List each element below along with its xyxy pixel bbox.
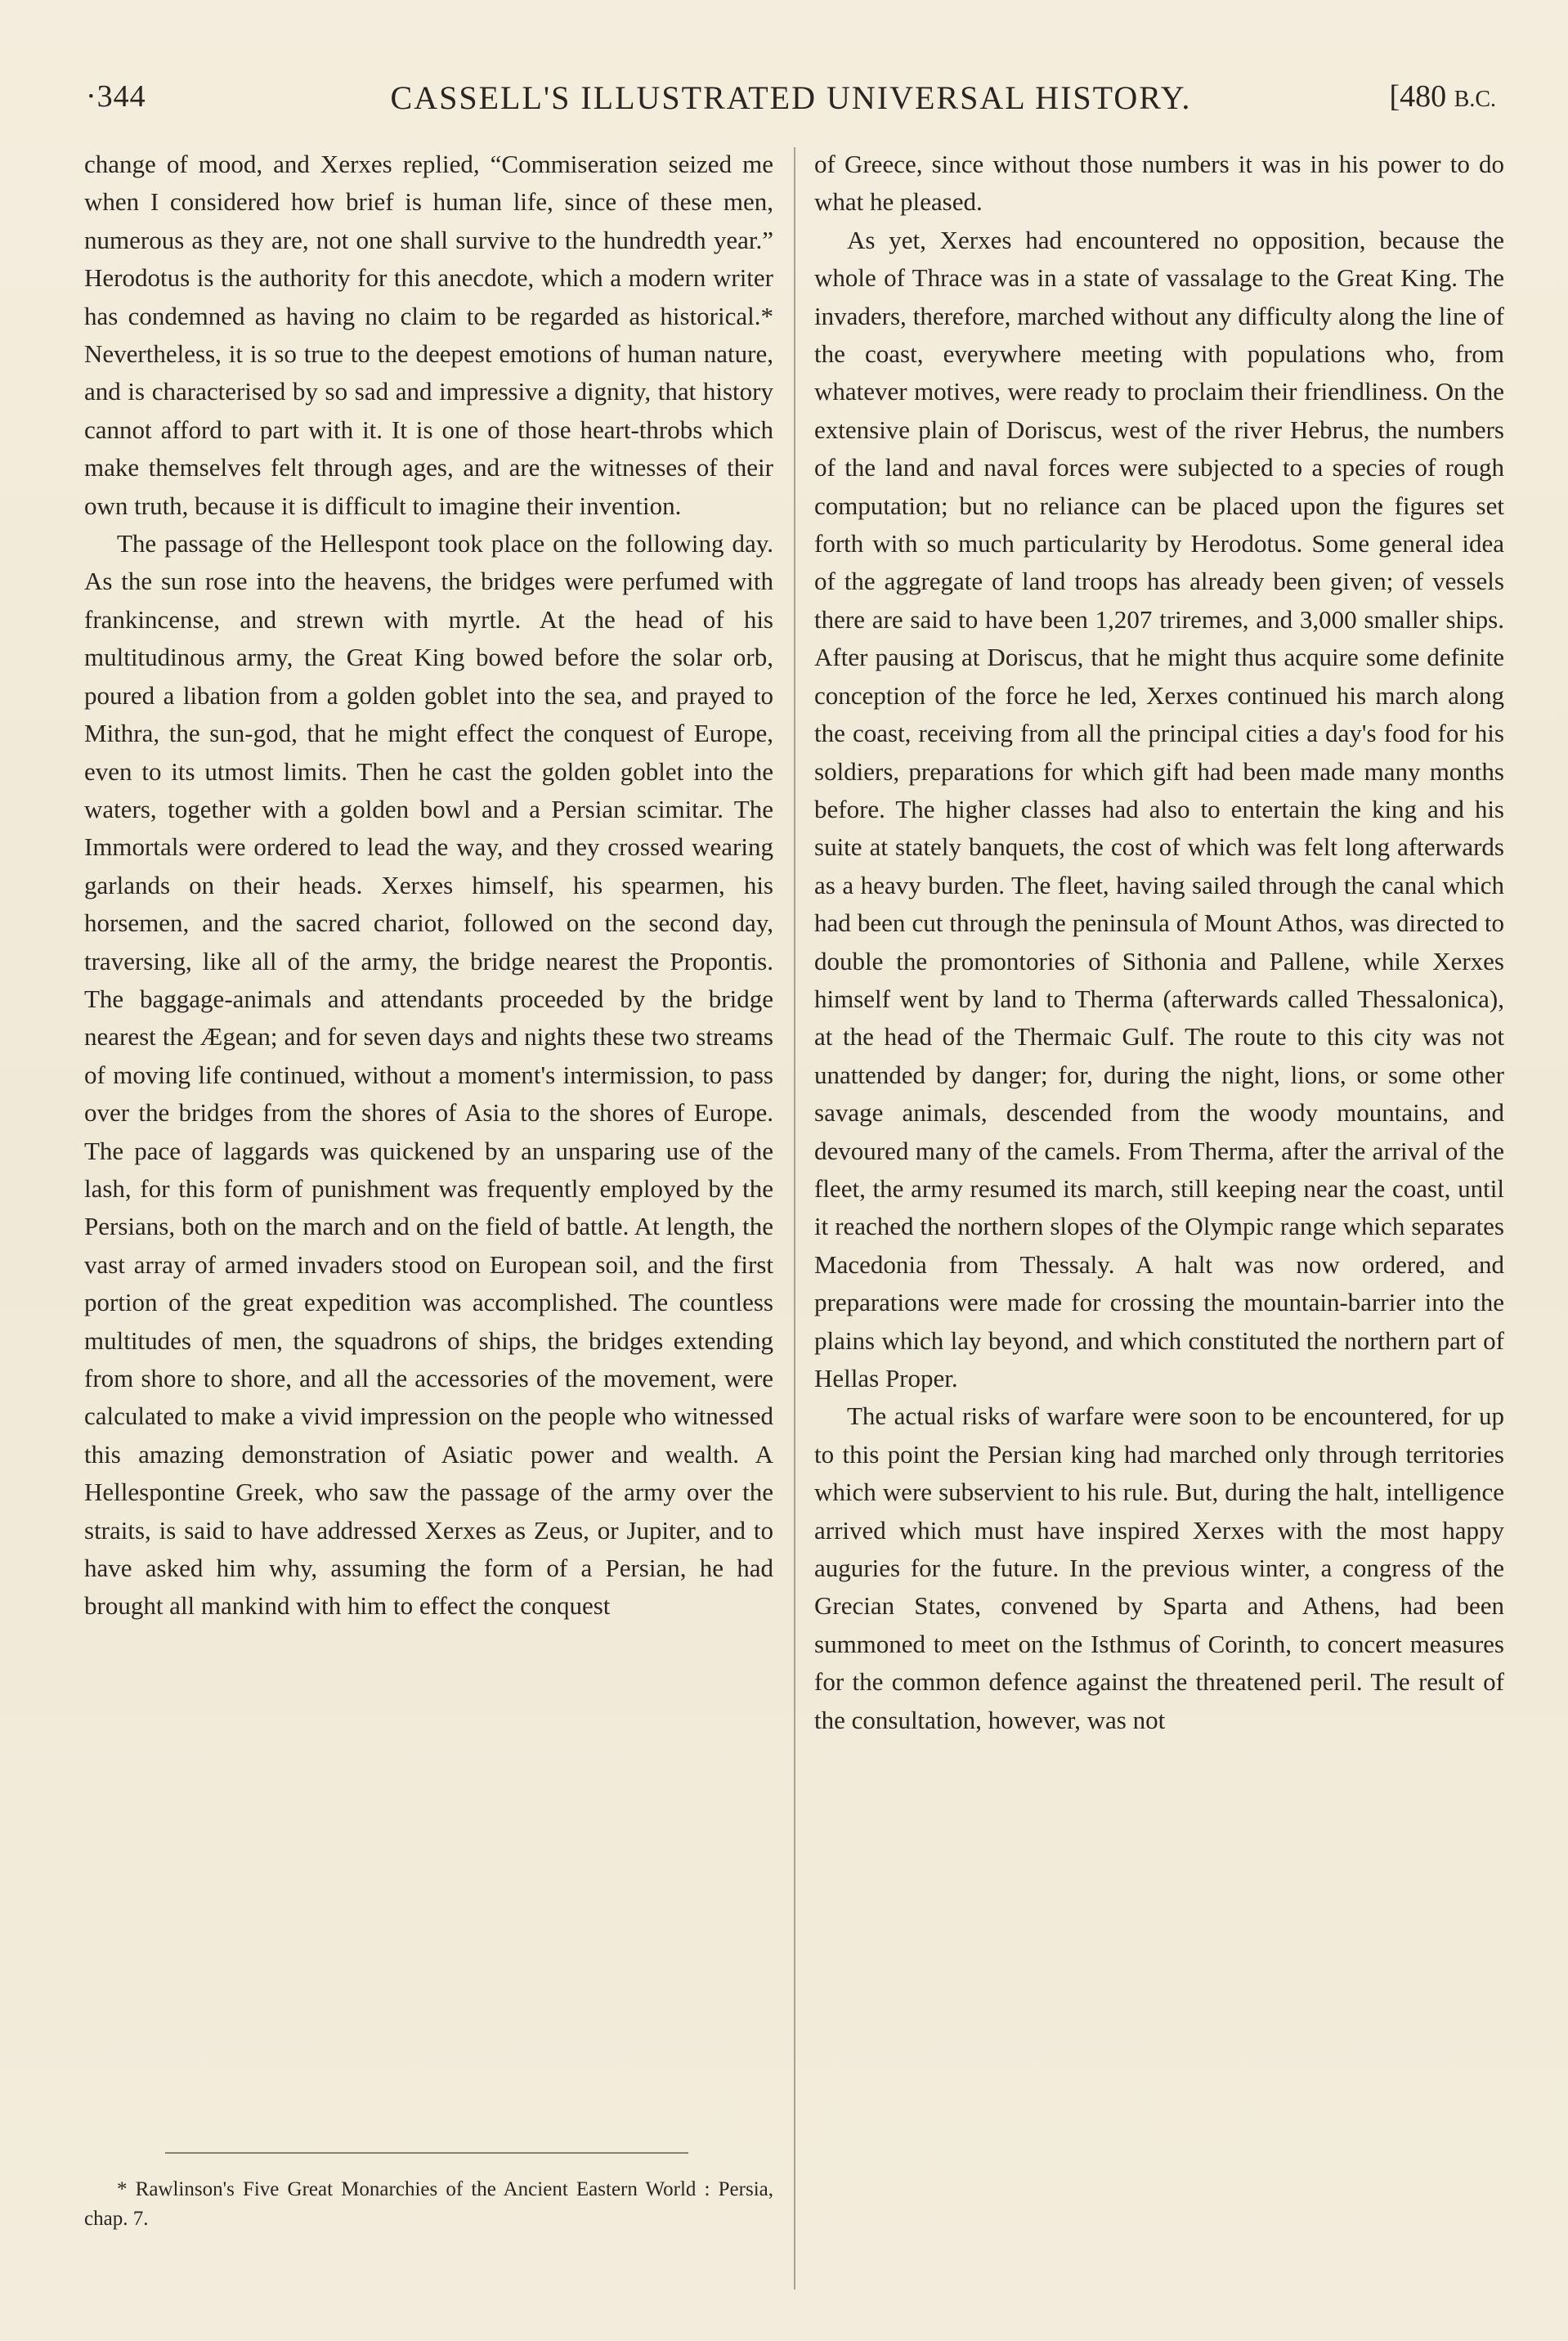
date-era: B.C. <box>1454 87 1496 112</box>
left-paragraph-1: change of mood, and Xerxes replied, “Commiseration seized me when I considered how brief is human life, since of these men, numerous as they are, not one shall survive to the hundredth year.” Herodotus is the authority for this anecdote, which a modern writer has condemned as having no claim to be regarded as historical.* Nevertheless, it is so true to the deepest emotions of human nature, and is characterised by so sad and impressive a dignity, that history cannot afford to part with it. It is one of those heart-throbs which make themselves felt through ages, and are the witnesses of their own truth, because it is difficult to imagine their invention. <box>84 150 773 520</box>
page-number: ·344 <box>86 79 146 114</box>
column-divider <box>794 147 795 2289</box>
right-column <box>814 146 1504 1739</box>
page-header <box>86 78 1496 121</box>
left-column <box>84 146 773 1626</box>
footnote: * Rawlinson's Five Great Monarchies of the Ancient Eastern World : Persia, chap. 7. <box>84 2178 773 2230</box>
right-paragraph-2: As yet, Xerxes had encountered no opposition, because the whole of Thrace was in a state of vassalage to the Great King. The invaders, therefore, marched without any difficulty along the line of the coast, everywhere meeting with populations who, from whatever motives, were ready to proclaim their friendliness. On the extensive plain of Doriscus, west of the river Hebrus, the numbers of the land and naval forces were subjected to a species of rough computation; but no reliance can be placed upon the figures set forth with so much particularity by Herodotus. Some general idea of the aggregate of land troops has already been given; of vessels there are said to have been 1,207 triremes, and 3,000 smaller ships. After pausing at Doriscus, that he might thus acquire some definite conception of the force he led, Xerxes continued his march along the coast, receiving from all the principal cities a day's food for his soldiers, preparations for which gift had been made many months before. The higher classes had also to entertain the king and his suite at stately banquets, the cost of which was felt long afterwards as a heavy burden. The fleet, having sailed through the canal which had been cut through the peninsula of Mount Athos, was directed to double the promontories of Sithonia and Pallene, while Xerxes himself went by land to Therma (afterwards called Thessalonica), at the head of the Thermaic Gulf. The route to this city was not unattended by danger; for, during the night, lions, or some other savage animals, descended from the woody mountains, and devoured many of the camels. From Therma, after the arrival of the fleet, the army resumed its march, still keeping near the coast, until it reached the northern slopes of the Olympic range which separates Macedonia from Thessaly. A halt was now ordered, and preparations were made for crossing the mountain-barrier into the plains which lay beyond, and which constituted the northern part of Hellas Proper. <box>814 225 1504 1392</box>
right-paragraph-1: of Greece, since without those numbers it was in his power to do what he pleased. <box>814 150 1504 217</box>
running-title: CASSELL'S ILLUSTRATED UNIVERSAL HISTORY. <box>390 79 1192 116</box>
date-range <box>1389 78 1496 114</box>
right-paragraph-3: The actual risks of warfare were soon to be encountered, for up to this point the Persian king had marched only through territories which were subservient to his rule. But, during the halt, intelligence arrived which must have inspired Xerxes with the most happy auguries for the future. In the previous winter, a congress of the Grecian States, convened by Sparta and Athens, had been summoned to meet on the Isthmus of Corinth, to concert measures for the common defence against the threatened peril. The result of the consultation, however, was not <box>814 1401 1504 1734</box>
date-year: [480 <box>1389 79 1447 114</box>
left-paragraph-2: The passage of the Hellespont took place on the following day. As the sun rose into the heavens, the bridges were perfumed with frankincense, and strewn with myrtle. At the head of his multitudinous army, the Great King bowed before the solar orb, poured a libation from a golden goblet into the sea, and prayed to Mithra, the sun-god, that he might effect the conquest of Europe, even to its utmost limits. Then he cast the golden goblet into the waters, together with a golden bowl and a Persian scimitar. The Immortals were ordered to lead the way, and they crossed wearing garlands on their heads. Xerxes himself, his spearmen, his horsemen, and the sacred chariot, followed on the second day, traversing, like all of the army, the bridge nearest the Propontis. The baggage-animals and attendants proceeded by the bridge nearest the Ægean; and for seven days and nights these two streams of moving life continued, without a moment's intermission, to pass over the bridges from the shores of Asia to the shores of Europe. The pace of laggards was quickened by an unsparing use of the lash, for this form of punishment was frequently employed by the Persians, both on the march and on the field of battle. At length, the vast array of armed invaders stood on European soil, and the first portion of the great expedition was accomplished. The countless multitudes of men, the squadrons of ships, the bridges extending from shore to shore, and all the accessories of the movement, were calculated to make a vivid impression on the people who witnessed this amazing demonstration of Asiatic power and wealth. A Hellespontine Greek, who saw the passage of the army over the straits, is said to have addressed Xerxes as Zeus, or Jupiter, and to have asked him why, assuming the form of a Persian, he had brought all mankind with him to effect the conquest <box>84 529 773 1621</box>
footnote-rule <box>165 2152 688 2154</box>
